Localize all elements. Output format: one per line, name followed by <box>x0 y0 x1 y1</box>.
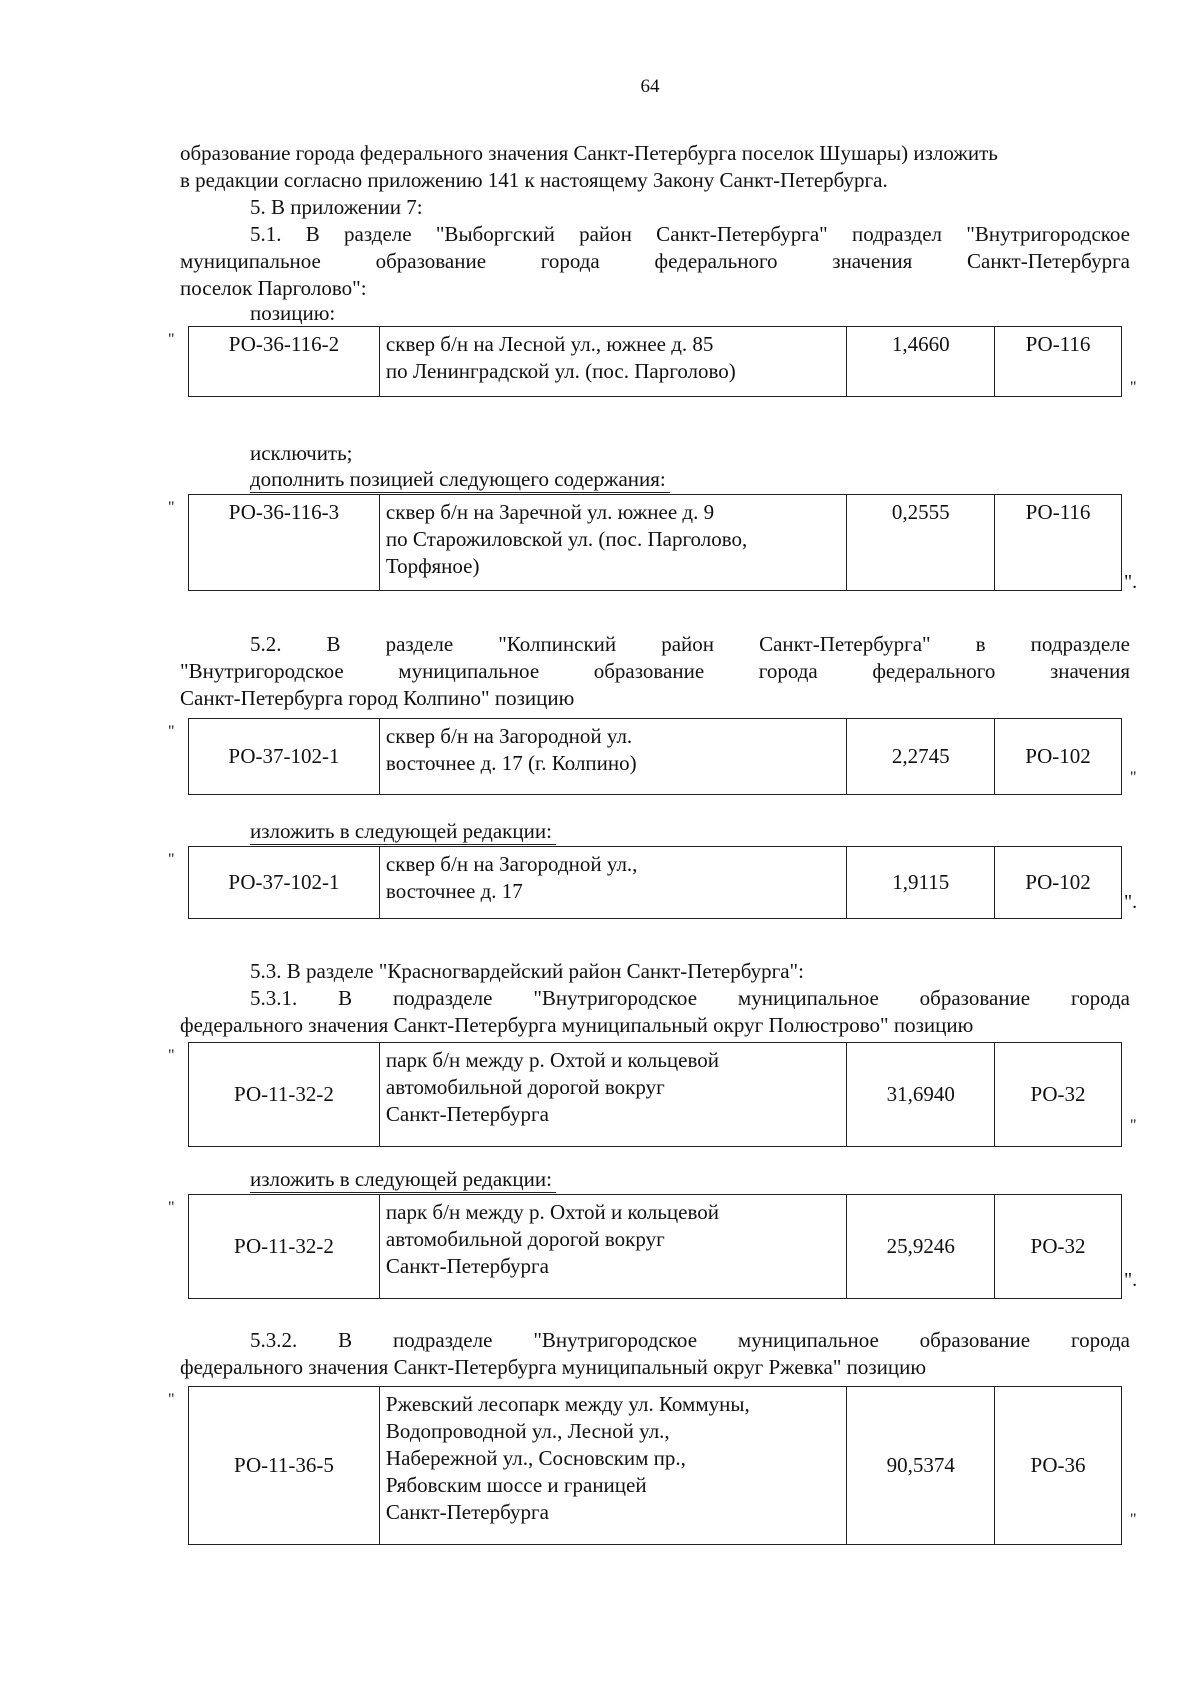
position-table <box>188 846 1122 919</box>
table-row <box>189 719 1122 795</box>
label-edit: изложить в следующей редакции: <box>250 818 556 845</box>
description-line: парк б/н между р. Охтой и кольцевой <box>385 1048 719 1072</box>
position-table <box>188 494 1122 591</box>
sec52-line-1: 5.2. В разделе "Колпинский район Санкт-Петербурга" в подразделе <box>250 632 1130 656</box>
description-cell <box>379 1043 847 1147</box>
zone-cell: РО-116 <box>995 495 1122 591</box>
description-line: Санкт-Петербурга <box>385 1254 549 1278</box>
sec53-heading: 5.3. В разделе "Красногвардейский район Санкт-Петербурга": <box>250 959 804 983</box>
sec51-line-1: 5.1. В разделе "Выборгский район Санкт-Петербурга" подраздел "Внутригородское <box>250 222 1130 246</box>
open-quote: " <box>168 1199 175 1216</box>
close-quote: ". <box>1124 1269 1138 1291</box>
position-table <box>188 1042 1122 1147</box>
intro-line-1: образование города федерального значения Санкт-Петербурга поселок Шушары) изложить <box>180 141 998 165</box>
description-line: автомобильной дорогой вокруг <box>385 1075 665 1099</box>
area-cell: 1,4660 <box>847 327 995 397</box>
description-cell <box>379 1387 847 1545</box>
close-quote: " <box>1130 1117 1137 1134</box>
zone-cell: РО-32 <box>995 1043 1122 1147</box>
description-line: Торфяное) <box>385 554 480 578</box>
description-cell <box>379 1195 847 1299</box>
zone-cell: РО-36 <box>995 1387 1122 1545</box>
description-line: Набережной ул., Сосновским пр., <box>385 1446 686 1470</box>
code-cell: РО-11-36-5 <box>189 1387 380 1545</box>
description-line: сквер б/н на Лесной ул., южнее д. 85 <box>385 332 714 356</box>
position-table <box>188 718 1122 795</box>
close-quote: ". <box>1124 891 1138 913</box>
code-cell: РО-36-116-2 <box>189 327 380 397</box>
table-row <box>189 1195 1122 1299</box>
close-quote: " <box>1130 769 1137 786</box>
description-line: сквер б/н на Загородной ул., <box>385 852 638 876</box>
label-exclude: исключить; <box>250 441 353 465</box>
area-cell: 31,6940 <box>847 1043 995 1147</box>
area-cell: 1,9115 <box>847 847 995 919</box>
description-line: Рябовским шоссе и границей <box>385 1473 647 1497</box>
sec51-line-2: муниципальное образование города федерального значения Санкт-Петербурга <box>180 249 1130 273</box>
sec531-line-1: 5.3.1. В подразделе "Внутригородское муниципальное образование города <box>250 986 1130 1010</box>
zone-cell: РО-102 <box>995 847 1122 919</box>
description-line: Водопроводной ул., Лесной ул., <box>385 1419 670 1443</box>
description-cell <box>379 719 847 795</box>
description-line: автомобильной дорогой вокруг <box>385 1227 665 1251</box>
sec52-line-3: Санкт-Петербурга город Колпино" позицию <box>180 686 575 710</box>
area-cell: 2,2745 <box>847 719 995 795</box>
area-cell: 25,9246 <box>847 1195 995 1299</box>
open-quote: " <box>168 331 175 348</box>
description-line: восточнее д. 17 <box>385 879 523 903</box>
position-table <box>188 1194 1122 1299</box>
open-quote: " <box>168 1391 175 1408</box>
page-number: 64 <box>640 76 660 97</box>
zone-cell: РО-116 <box>995 327 1122 397</box>
table-row <box>189 847 1122 919</box>
code-cell: РО-37-102-1 <box>189 847 380 919</box>
sec531-line-2: федерального значения Санкт-Петербурга муниципальный округ Полюстрово" позицию <box>180 1013 974 1037</box>
description-line: Санкт-Петербурга <box>385 1500 549 1524</box>
code-cell: РО-36-116-3 <box>189 495 380 591</box>
table-row <box>189 1387 1122 1545</box>
description-line: Ржевский лесопарк между ул. Коммуны, <box>385 1392 750 1416</box>
description-line: парк б/н между р. Охтой и кольцевой <box>385 1200 719 1224</box>
area-cell: 90,5374 <box>847 1387 995 1545</box>
close-quote: " <box>1130 1511 1137 1528</box>
open-quote: " <box>168 851 175 868</box>
description-cell <box>379 495 847 591</box>
label-position: позицию: <box>250 301 336 325</box>
description-cell <box>379 847 847 919</box>
intro-line-2: в редакции согласно приложению 141 к настоящему Закону Санкт-Петербурга. <box>180 168 888 192</box>
description-line: Санкт-Петербурга <box>385 1102 549 1126</box>
open-quote: " <box>168 1047 175 1064</box>
sec52-line-2: "Внутригородское муниципальное образование города федерального значения <box>180 659 1130 683</box>
position-table <box>188 1386 1122 1545</box>
description-line: сквер б/н на Заречной ул. южнее д. 9 <box>385 500 715 524</box>
open-quote: " <box>168 499 175 516</box>
table-row <box>189 327 1122 397</box>
close-quote: " <box>1130 379 1137 396</box>
code-cell: РО-11-32-2 <box>189 1195 380 1299</box>
description-line: восточнее д. 17 (г. Колпино) <box>385 751 637 775</box>
code-cell: РО-11-32-2 <box>189 1043 380 1147</box>
code-cell: РО-37-102-1 <box>189 719 380 795</box>
zone-cell: РО-102 <box>995 719 1122 795</box>
label-edit: изложить в следующей редакции: <box>250 1166 556 1193</box>
position-table <box>188 326 1122 397</box>
sec532-line-2: федерального значения Санкт-Петербурга муниципальный округ Ржевка" позицию <box>180 1355 927 1379</box>
sec51-line-3: поселок Парголово": <box>180 276 367 300</box>
zone-cell: РО-32 <box>995 1195 1122 1299</box>
table-row <box>189 1043 1122 1147</box>
description-line: по Ленинградской ул. (пос. Парголово) <box>385 359 736 383</box>
label-add: дополнить позицией следующего содержания: <box>250 466 670 493</box>
table-row <box>189 495 1122 591</box>
area-cell: 0,2555 <box>847 495 995 591</box>
description-cell <box>379 327 847 397</box>
sec532-line-1: 5.3.2. В подразделе "Внутригородское муниципальное образование города <box>250 1328 1130 1352</box>
item-5-heading: 5. В приложении 7: <box>250 195 423 219</box>
description-line: сквер б/н на Загородной ул. <box>385 724 633 748</box>
open-quote: " <box>168 723 175 740</box>
close-quote: ". <box>1124 571 1138 593</box>
description-line: по Старожиловской ул. (пос. Парголово, <box>385 527 748 551</box>
